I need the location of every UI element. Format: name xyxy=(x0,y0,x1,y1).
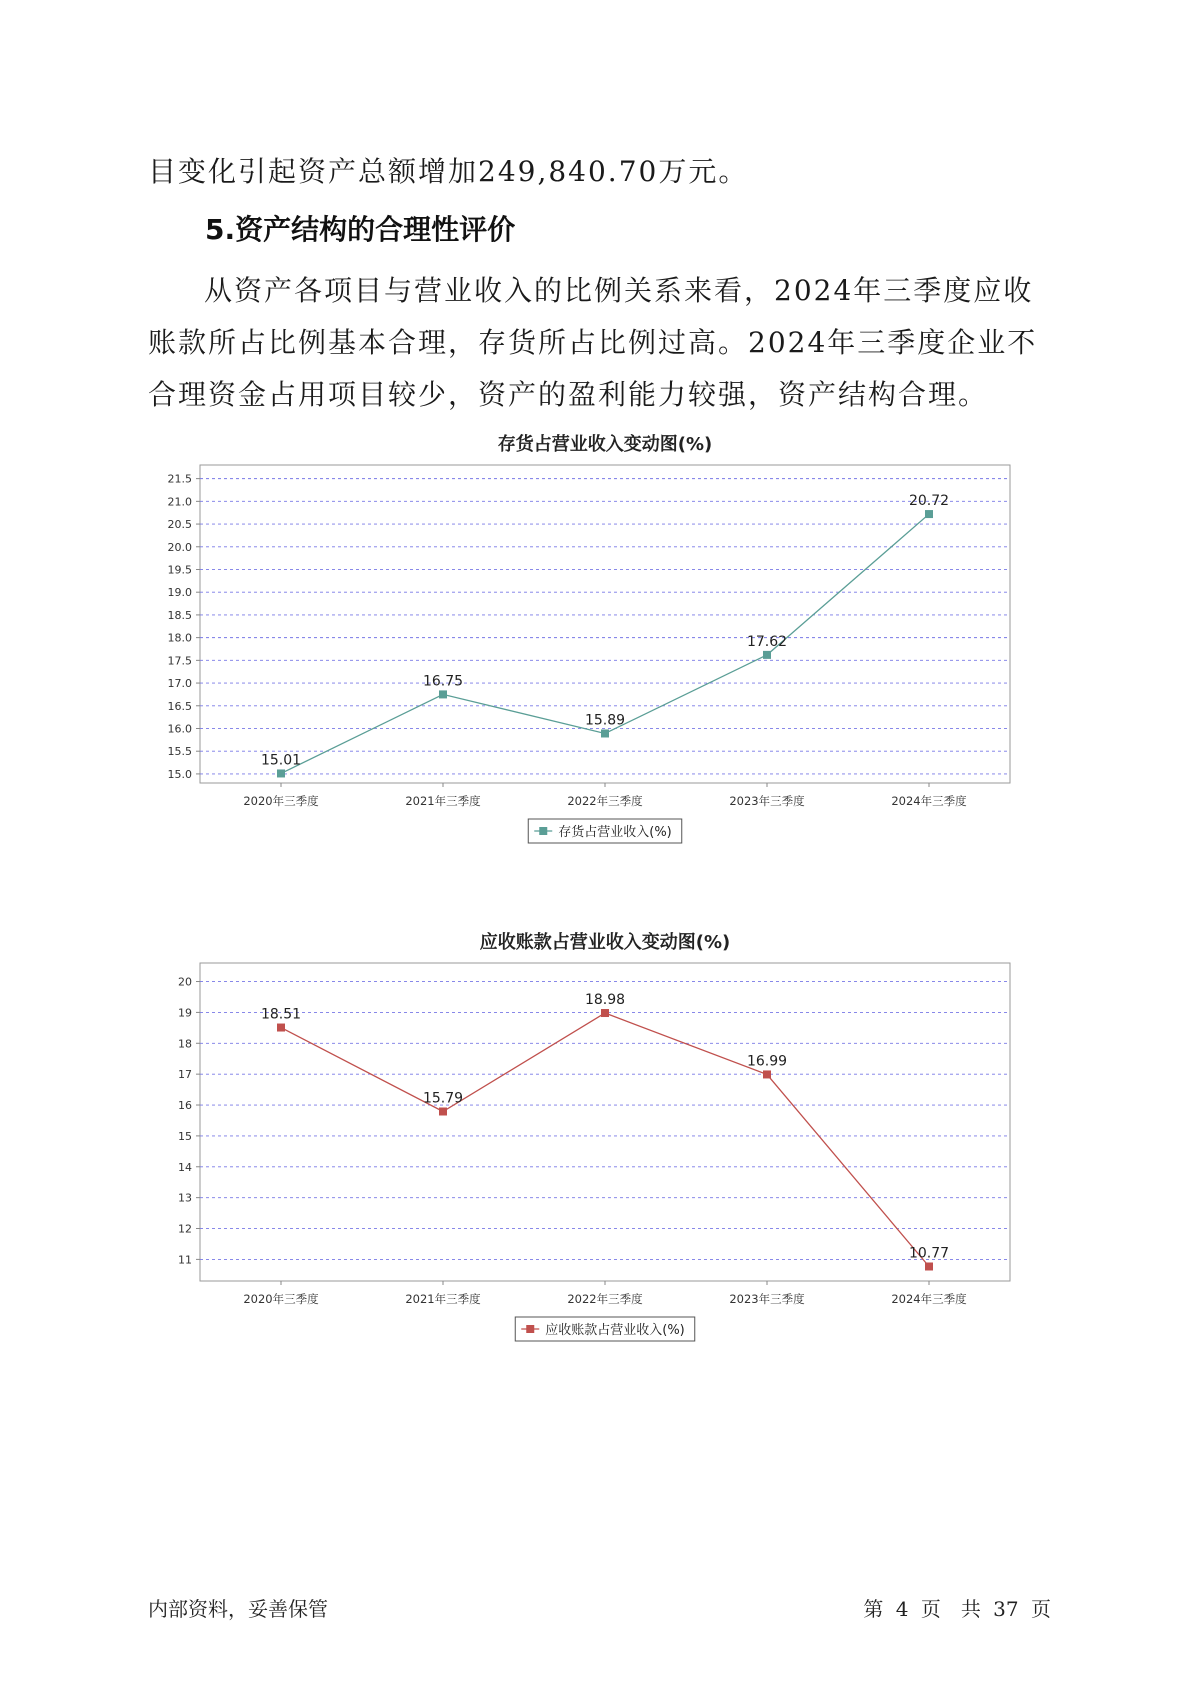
chart2-data-label: 15.79 xyxy=(422,1090,464,1107)
chart2-y-tick-label: 19 xyxy=(178,1006,192,1020)
paragraph-continuation: 目变化引起资产总额增加249,840.70万元。 xyxy=(148,155,749,188)
chart1-legend-marker xyxy=(539,827,547,835)
footer-confidential-note: 内部资料，妥善保管 xyxy=(148,1597,328,1621)
chart1-y-tick-label: 18.5 xyxy=(167,608,192,622)
chart1-y-tick-label: 21.5 xyxy=(167,472,192,486)
chart1-y-tick-label: 18.0 xyxy=(167,631,192,645)
chart2-data-point xyxy=(763,1070,771,1078)
chart2-x-tick-label: 2023年三季度 xyxy=(729,1292,805,1306)
chart2-data-point xyxy=(601,1009,609,1017)
chart2-legend xyxy=(515,1317,695,1341)
chart1-data-point xyxy=(439,690,447,698)
chart1-y-tick-label: 17.0 xyxy=(167,677,192,691)
chart1-y-tick-label: 21.0 xyxy=(167,495,192,509)
footer-page-number: 第 4 页 共 37 页 xyxy=(863,1597,1051,1621)
chart2-y-tick-label: 11 xyxy=(178,1253,192,1267)
chart1-data-label: 20.72 xyxy=(908,493,950,510)
chart2-y-tick-label: 13 xyxy=(178,1191,192,1205)
chart1-x-tick-label: 2022年三季度 xyxy=(567,794,643,808)
chart1-data-point xyxy=(277,769,285,777)
chart1-title: 存货占营业收入变动图(%) xyxy=(497,434,713,455)
chart2-legend-label: 应收账款占营业收入(%) xyxy=(545,1323,685,1338)
chart2-x-tick-label: 2020年三季度 xyxy=(243,1292,319,1306)
chart1-x-tick-label: 2020年三季度 xyxy=(243,794,319,808)
chart2-x-tick-label: 2022年三季度 xyxy=(567,1292,643,1306)
chart1-y-tick-label: 19.5 xyxy=(167,563,192,577)
chart2-y-tick-label: 16 xyxy=(178,1099,192,1113)
chart1-y-tick-label: 20.5 xyxy=(167,518,192,532)
inventory-ratio-chart xyxy=(150,430,1030,880)
paragraph-analysis: 从资产各项目与营业收入的比例关系来看，2024年三季度应收账款所占比例基本合理，存货所占比例过高。2024年三季度企业不合理资金占用项目较少，资产的盈利能力较强，资产结构合理。 xyxy=(148,274,1038,411)
chart1-data-label: 15.89 xyxy=(584,712,626,729)
chart1-x-tick-label: 2023年三季度 xyxy=(729,794,805,808)
chart1-y-tick-label: 15.5 xyxy=(167,745,192,759)
chart1-x-tick-label: 2021年三季度 xyxy=(405,794,481,808)
chart2-y-tick-label: 17 xyxy=(178,1068,192,1082)
chart1-data-point xyxy=(763,651,771,659)
chart2-data-label: 18.98 xyxy=(584,992,626,1009)
chart2-y-tick-label: 14 xyxy=(178,1160,192,1174)
chart1-y-tick-label: 16.5 xyxy=(167,699,192,713)
chart1-x-tick-label: 2024年三季度 xyxy=(891,794,967,808)
chart2-y-tick-label: 15 xyxy=(178,1129,192,1143)
chart1-y-tick-label: 16.0 xyxy=(167,722,192,736)
chart1-data-label: 17.62 xyxy=(746,633,788,650)
chart2-data-point xyxy=(439,1108,447,1116)
chart2-legend-marker xyxy=(526,1325,534,1333)
chart1-data-label: 16.75 xyxy=(422,673,464,690)
chart2-x-tick-label: 2021年三季度 xyxy=(405,1292,481,1306)
section-heading: 5.资产结构的合理性评价 xyxy=(205,213,516,246)
chart1-data-point xyxy=(601,729,609,737)
chart2-data-label: 16.99 xyxy=(746,1053,788,1070)
receivables-ratio-chart xyxy=(150,928,1030,1378)
chart1-y-tick-label: 20.0 xyxy=(167,540,192,554)
chart2-data-point xyxy=(277,1024,285,1032)
chart2-y-tick-label: 18 xyxy=(178,1037,192,1051)
chart2-x-tick-label: 2024年三季度 xyxy=(891,1292,967,1306)
chart2-data-label: 10.77 xyxy=(908,1245,950,1262)
chart2-data-label: 18.51 xyxy=(260,1006,302,1023)
chart1-y-tick-label: 19.0 xyxy=(167,586,192,600)
chart1-legend xyxy=(528,819,682,843)
chart2-data-point xyxy=(925,1262,933,1270)
chart1-data-point xyxy=(925,510,933,518)
chart1-legend-label: 存货占营业收入(%) xyxy=(558,825,672,840)
chart1-y-tick-label: 17.5 xyxy=(167,654,192,668)
chart1-y-tick-label: 15.0 xyxy=(167,767,192,781)
chart2-title: 应收账款占营业收入变动图(%) xyxy=(479,932,731,953)
chart1-data-label: 15.01 xyxy=(260,752,302,769)
chart2-y-tick-label: 20 xyxy=(178,975,192,989)
chart2-y-tick-label: 12 xyxy=(178,1222,192,1236)
